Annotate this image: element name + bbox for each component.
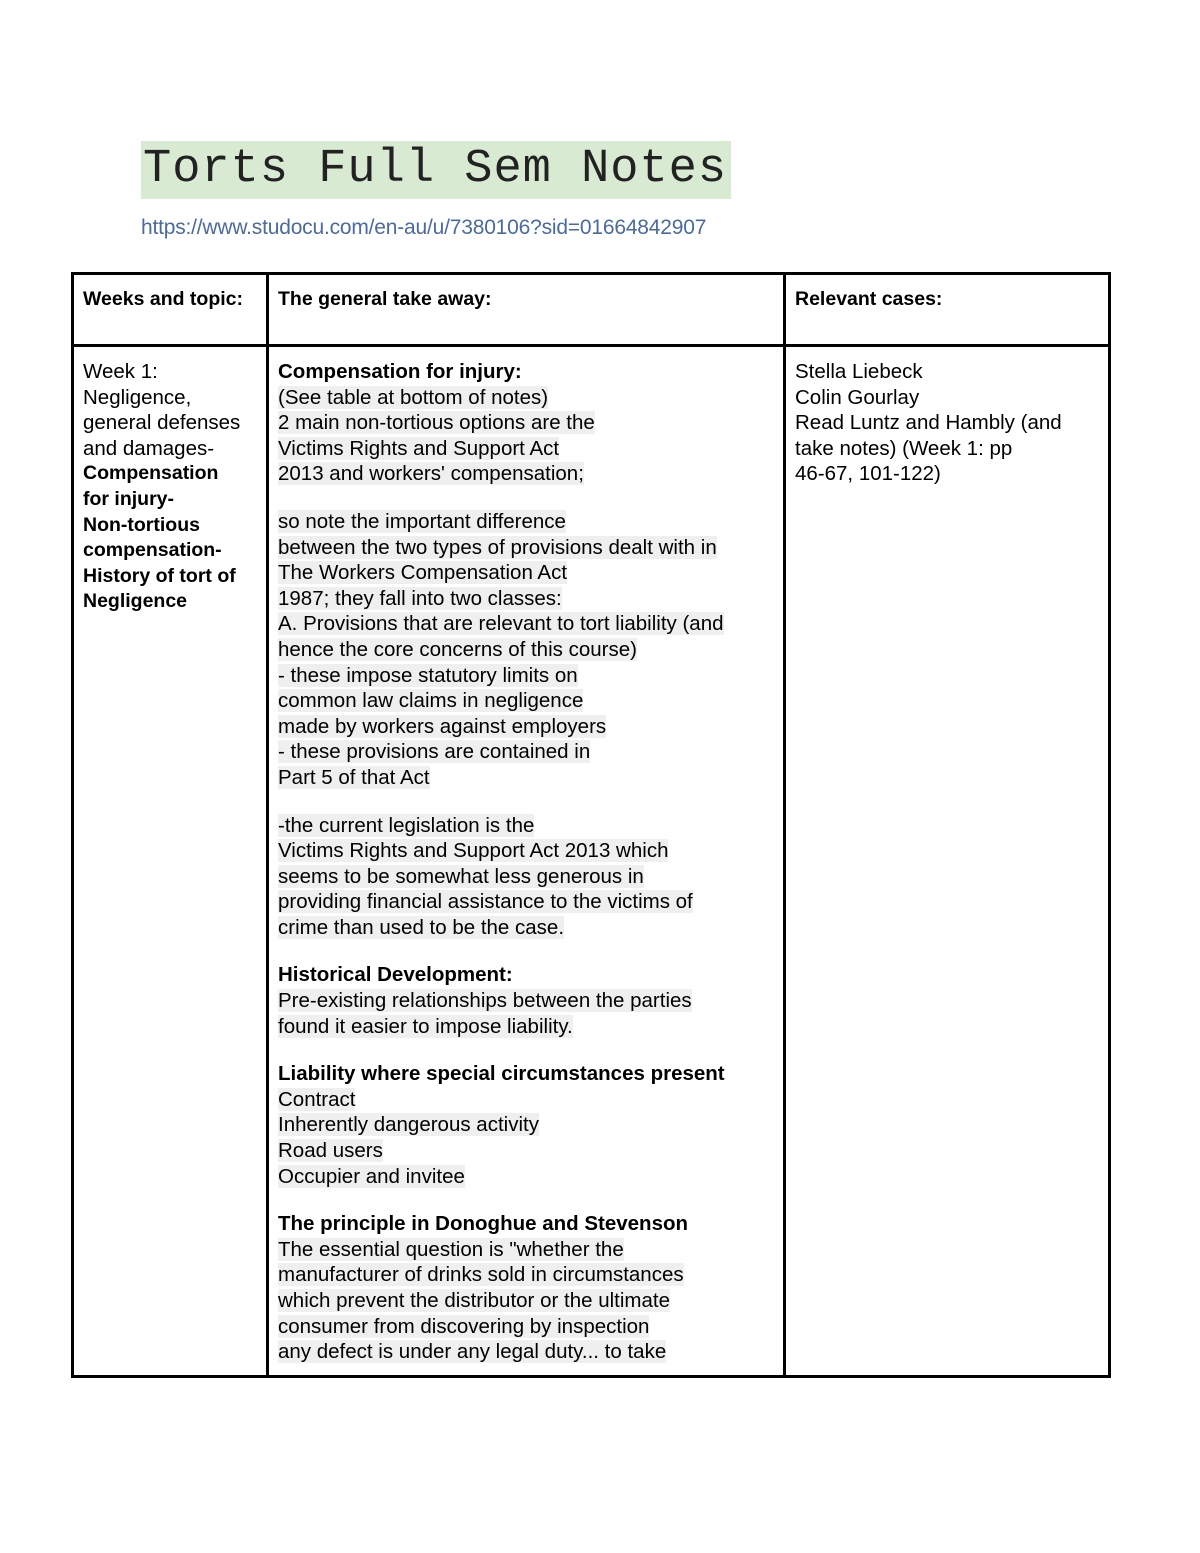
note-line: (See table at bottom of notes) xyxy=(278,385,549,409)
note-line-wrapper xyxy=(278,988,774,1014)
note-line: Inherently dangerous activity xyxy=(278,1113,539,1137)
section-heading: Liability where special circumstances present xyxy=(278,1062,725,1086)
note-line: Victims Rights and Support Act 2013 which xyxy=(278,839,669,863)
note-line-wrapper xyxy=(278,1314,774,1340)
note-line-wrapper xyxy=(278,535,774,561)
note-line: 2013 and workers' compensation; xyxy=(278,462,584,486)
note-line-wrapper xyxy=(278,838,774,864)
note-line: consumer from discovering by inspection xyxy=(278,1314,650,1338)
week-label: Week 1: xyxy=(83,360,158,383)
takeaway-block xyxy=(278,813,774,941)
note-line: crime than used to be the case. xyxy=(278,915,565,939)
note-line-wrapper xyxy=(278,1087,774,1113)
source-link[interactable]: https://www.studocu.com/en-au/u/7380106?sid=01664842907 xyxy=(141,216,707,239)
note-line: Contract xyxy=(278,1087,356,1111)
note-line: -the current legislation is the xyxy=(278,813,535,837)
notes-table xyxy=(71,272,1111,1378)
note-line: Victims Rights and Support Act xyxy=(278,436,560,460)
case-line: 46-67, 101-122) xyxy=(795,462,941,486)
note-line: between the two types of provisions dealt with in xyxy=(278,535,717,559)
note-line: A. Provisions that are relevant to tort liability (and xyxy=(278,612,724,636)
topic-text: Negligence, xyxy=(83,385,192,409)
note-line-wrapper xyxy=(278,586,774,612)
takeaway-block xyxy=(278,509,774,791)
header-row xyxy=(73,274,1110,346)
note-line: 2 main non-tortious options are the xyxy=(278,411,595,435)
note-line: seems to be somewhat less generous in xyxy=(278,864,644,888)
note-line-wrapper xyxy=(278,385,774,411)
header-weeks: Weeks and topic: xyxy=(73,274,268,346)
note-line-wrapper xyxy=(278,436,774,462)
takeaway-block xyxy=(278,962,774,1039)
case-line: Read Luntz and Hambly (and xyxy=(795,411,1062,435)
note-line: manufacturer of drinks sold in circumstances xyxy=(278,1263,684,1287)
note-line-wrapper xyxy=(278,864,774,890)
table-row xyxy=(73,346,1110,1377)
document-title: Torts Full Sem Notes xyxy=(141,141,731,199)
topic-bold-text: Non-tortious xyxy=(83,513,200,536)
note-line: so note the important difference xyxy=(278,509,566,533)
note-line: any defect is under any legal duty... to take xyxy=(278,1340,667,1364)
note-line-wrapper xyxy=(278,560,774,586)
note-line: hence the core concerns of this course) xyxy=(278,637,637,661)
topic-bold-text: for injury- xyxy=(83,487,174,510)
note-line-wrapper xyxy=(278,915,774,941)
note-line-wrapper xyxy=(278,410,774,436)
case-line: Stella Liebeck xyxy=(795,360,923,383)
topic-text: general defenses xyxy=(83,411,241,435)
note-line: 1987; they fall into two classes: xyxy=(278,586,562,610)
section-heading: The principle in Donoghue and Stevenson xyxy=(278,1212,689,1236)
note-line-wrapper xyxy=(278,1237,774,1263)
note-line-wrapper xyxy=(278,688,774,714)
note-line: The Workers Compensation Act xyxy=(278,561,568,585)
note-line-wrapper xyxy=(278,1138,774,1164)
note-line: Road users xyxy=(278,1139,383,1163)
note-line: Occupier and invitee xyxy=(278,1164,465,1188)
header-takeaway: The general take away: xyxy=(268,274,785,346)
note-line-wrapper xyxy=(278,1112,774,1138)
takeaway-block xyxy=(278,1211,774,1365)
note-line-wrapper xyxy=(278,663,774,689)
section-heading: Compensation for injury: xyxy=(278,360,522,383)
topic-text: and damages- xyxy=(83,436,215,460)
takeaway-content xyxy=(278,359,774,1365)
case-line: Colin Gourlay xyxy=(795,385,920,409)
note-line: - these provisions are contained in xyxy=(278,740,591,764)
note-line-wrapper xyxy=(278,1262,774,1288)
note-line: Pre-existing relationships between the parties xyxy=(278,989,692,1013)
note-line-wrapper xyxy=(278,1288,774,1314)
note-line-wrapper xyxy=(278,813,774,839)
takeaway-cell xyxy=(268,346,785,1377)
note-line: which prevent the distributor or the ultimate xyxy=(278,1289,670,1312)
topic-bold-text: Compensation xyxy=(83,462,219,485)
case-line: take notes) (Week 1: pp xyxy=(795,436,1013,460)
topic-bold-text: History of tort of xyxy=(83,564,236,587)
header-cases: Relevant cases: xyxy=(785,274,1110,346)
note-line-wrapper xyxy=(278,461,774,487)
cases-cell xyxy=(785,346,1110,1377)
note-line-wrapper xyxy=(278,1014,774,1040)
topic-bold-text: compensation- xyxy=(83,539,222,562)
note-line-wrapper xyxy=(278,637,774,663)
note-line: - these impose statutory limits on xyxy=(278,663,578,687)
note-line-wrapper xyxy=(278,1339,774,1365)
note-line-wrapper xyxy=(278,714,774,740)
note-line: made by workers against employers xyxy=(278,714,607,738)
note-line-wrapper xyxy=(278,889,774,915)
section-heading: Historical Development: xyxy=(278,963,513,987)
takeaway-block xyxy=(278,1061,774,1189)
note-line: Part 5 of that Act xyxy=(278,765,430,789)
note-line: common law claims in negligence xyxy=(278,689,584,713)
week-topic-cell xyxy=(73,346,268,1377)
note-line-wrapper xyxy=(278,765,774,791)
note-line: found it easier to impose liability. xyxy=(278,1014,573,1038)
note-line: The essential question is "whether the xyxy=(278,1237,624,1261)
note-line: providing financial assistance to the victims of xyxy=(278,890,693,914)
takeaway-block xyxy=(278,359,774,487)
topic-bold-text: Negligence xyxy=(83,590,188,613)
note-line-wrapper xyxy=(278,1164,774,1190)
note-line-wrapper xyxy=(278,509,774,535)
note-line-wrapper xyxy=(278,611,774,637)
note-line-wrapper xyxy=(278,739,774,765)
